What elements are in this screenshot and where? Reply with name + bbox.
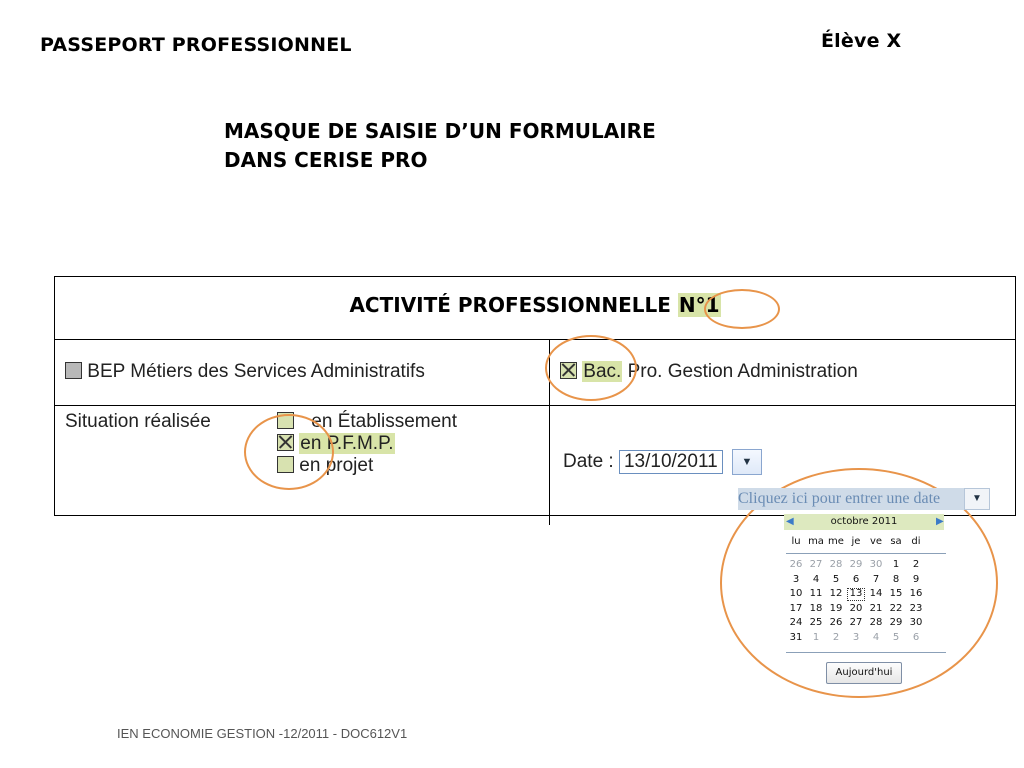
calendar-day[interactable]: 16 [909,588,923,600]
today-button[interactable]: Aujourd'hui [826,662,902,684]
calendar-day[interactable]: 23 [909,602,923,614]
calendar-day[interactable]: 21 [869,602,883,614]
calendar-day[interactable]: 6 [912,631,920,643]
calendar-day[interactable]: 10 [789,588,803,600]
situation-option-etablissement[interactable]: en Établissement [277,411,457,433]
date-field [563,449,762,475]
calendar-day[interactable]: 28 [829,559,843,570]
calendar-day[interactable]: 13 [846,587,866,602]
calendar-day[interactable]: 26 [829,617,843,629]
highlight-oval-pfmp [244,414,334,490]
calendar-separator [786,553,946,554]
calendar-day[interactable]: 9 [912,573,920,585]
calendar-day[interactable]: 19 [829,602,843,614]
date-placeholder-field[interactable]: Cliquez ici pour entrer une date [738,488,964,510]
subtitle-line-1: MASQUE DE SAISIE D’UN FORMULAIRE [224,119,656,143]
calendar-day[interactable]: 25 [809,617,823,629]
calendar-dropdown-button[interactable]: ▼ [964,488,990,510]
calendar-day[interactable]: 29 [889,617,903,629]
calendar-day[interactable]: 18 [809,602,823,614]
page-title: PASSEPORT PROFESSIONNEL [40,34,352,56]
calendar-day[interactable]: 7 [872,573,880,585]
calendar-days [786,558,946,646]
calendar-week-row [786,573,946,588]
option-bep-label: BEP Métiers des Services Administratifs [87,361,425,382]
calendar-day[interactable]: 29 [849,559,863,570]
situation-option-pfmp[interactable]: en P.F.M.P. [277,433,457,455]
situation-label: Situation réalisée [65,411,211,432]
form-heading-number: N°1 [678,293,720,317]
highlight-oval-bac [545,335,637,401]
date-label: Date : [563,451,614,473]
row-divider [55,405,1015,406]
next-month-icon[interactable]: ▶ [936,516,944,527]
calendar-day[interactable]: 28 [869,617,883,629]
calendar-day[interactable]: 6 [852,573,860,585]
calendar-day[interactable]: 26 [789,559,803,570]
calendar-day[interactable]: 2 [912,559,920,570]
calendar-day[interactable]: 22 [889,602,903,614]
calendar-day[interactable]: 15 [889,588,903,600]
calendar-day[interactable]: 1 [812,631,820,643]
calendar-week-row [786,558,946,573]
calendar-day[interactable]: 30 [909,617,923,629]
form-heading [55,293,1015,317]
calendar-day[interactable]: 4 [872,631,880,643]
calendar-week-row [786,631,946,646]
row-divider [55,339,1015,340]
calendar-separator [786,652,946,653]
calendar-day[interactable]: 3 [852,631,860,643]
calendar-day[interactable]: 27 [809,559,823,570]
calendar-week-row [786,616,946,631]
checkbox-bep[interactable] [65,362,82,379]
calendar-week-row [786,602,946,617]
calendar-day[interactable]: 20 [849,602,863,614]
option-bep[interactable] [65,361,425,383]
date-dropdown-button[interactable]: ▼ [732,449,762,475]
student-label: Élève X [821,30,902,52]
option-bac-label: Pro. Gestion Administration [627,361,858,382]
calendar-day[interactable]: 14 [869,588,883,600]
subtitle-line-2: DANS CERISE PRO [224,148,428,172]
calendar-day[interactable]: 1 [892,559,900,570]
calendar-day[interactable]: 8 [892,573,900,585]
calendar-day[interactable]: 4 [812,573,820,585]
highlight-oval-number [704,289,780,329]
calendar-weekdays: lu ma me je ve sa di [791,536,921,547]
calendar-day[interactable]: 3 [792,573,800,585]
calendar-day[interactable]: 5 [892,631,900,643]
calendar-day[interactable]: 11 [809,588,823,600]
calendar-day[interactable]: 12 [829,588,843,600]
calendar-day[interactable]: 31 [789,631,803,643]
calendar-day[interactable]: 24 [789,617,803,629]
calendar-day[interactable]: 5 [832,573,840,585]
prev-month-icon[interactable]: ◀ [786,516,794,527]
footer-text: IEN ECONOMIE GESTION -12/2011 - DOC612V1 [117,726,408,741]
calendar-month: octobre 2011 [784,514,944,530]
situation-option-projet[interactable]: en projet [277,455,457,477]
form-heading-text: ACTIVITÉ PROFESSIONNELLE [349,293,671,317]
calendar-day[interactable]: 30 [869,559,883,570]
calendar-day[interactable]: 27 [849,617,863,629]
calendar-week-row [786,587,946,602]
date-input[interactable]: 13/10/2011 [619,450,723,474]
calendar-day[interactable]: 2 [832,631,840,643]
calendar-day[interactable]: 17 [789,602,803,614]
calendar-popup [778,512,950,690]
option-bac-highlight: Bac. [583,361,622,382]
